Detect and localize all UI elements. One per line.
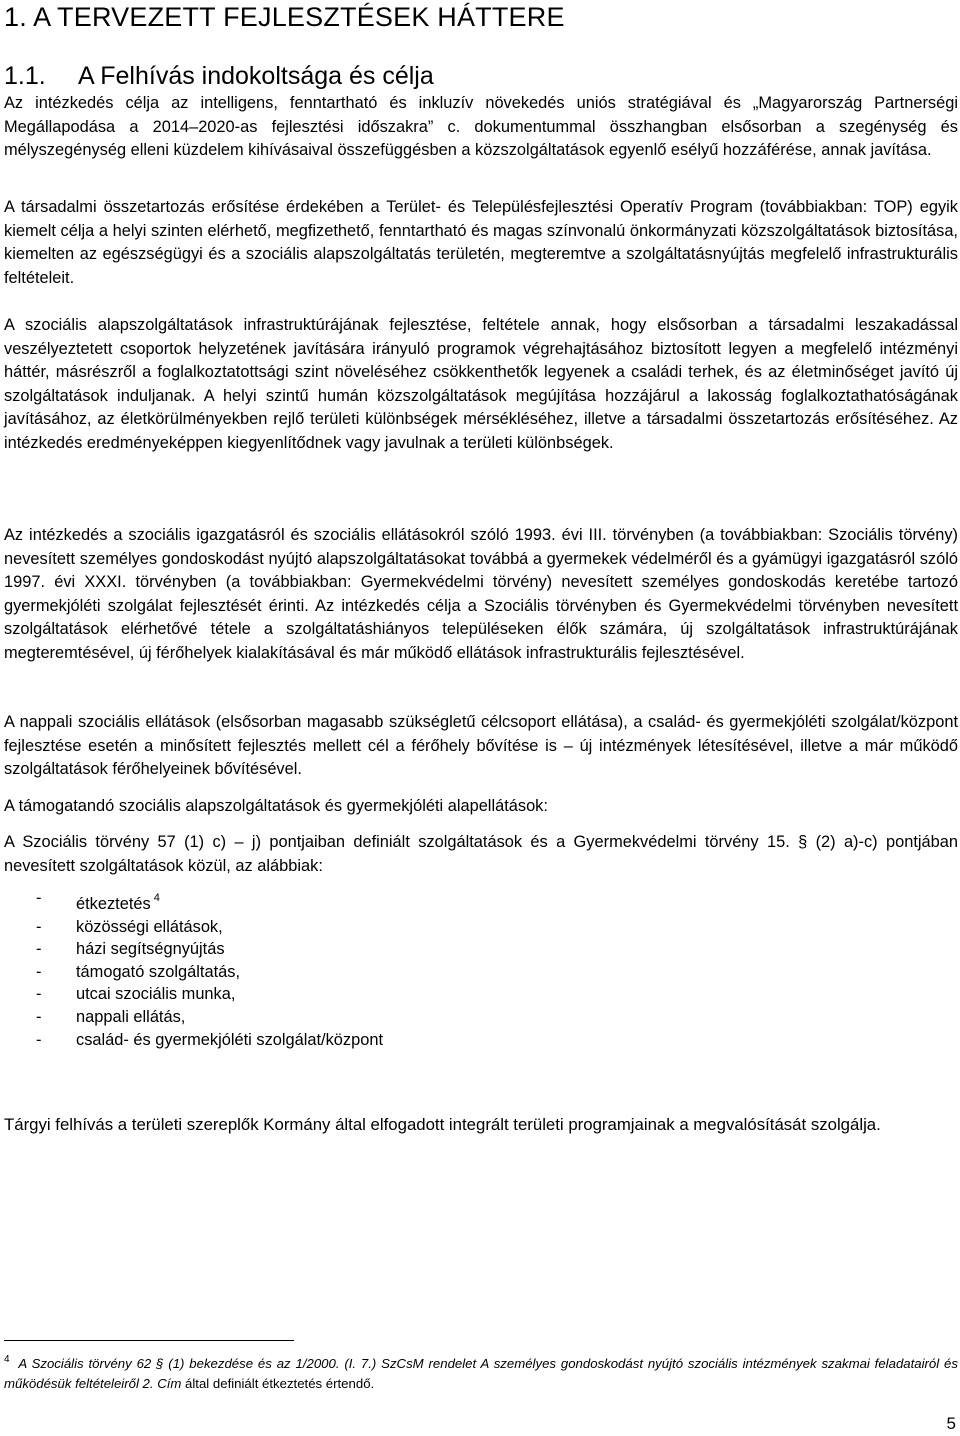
list-bullet: - [36,940,42,959]
section-title: A Felhívás indokoltsága és célja [78,62,434,90]
list-bullet: - [36,962,42,981]
paragraph-text: Az intézkedés célja az intelligens, fenntartható és inkluzív növekedés uniós stratégiával és „Magyarország Partnerségi Megállapodása a 2014–2020-as fejlesztési időszakra” c. dokumentummal összhangban elsősorban a szegénység és mélyszegénység elleni küzdelem kihívásaival összefüggésben a közszolgáltatások egyenlő esélyű hozzáférése, annak javítása. [4,94,958,160]
footnote-mark: 4 [4,1354,10,1365]
list-item [36,961,383,984]
paragraph-legal-basis [4,524,958,666]
list-item [36,887,383,916]
list-item-label: támogató szolgáltatás, [76,962,241,981]
chapter-heading: 1. A TERVEZETT FEJLESZTÉSEK HÁTTERE [4,2,565,32]
paragraph-text: A támogatandó szociális alapszolgáltatások és gyermekjóléti alapellátások: [4,797,548,815]
list-bullet: - [36,1007,42,1026]
list-item-label: család- és gyermekjóléti szolgálat/központ [76,1030,384,1049]
paragraph-text: Az intézkedés a szociális igazgatásról és szociális ellátásokról szóló 1993. évi III. törvényben (a továbbiakban: Szociális törvény) nevesített személyes gondoskodást nyújtó alapszolgáltatásokat továbbá a gyermekek védelméről és a gyámügyi igazgatásról szóló 1997. évi XXXI. törvényben (a továbbiakban: Gyermekvédelmi törvény) nevesített személyes gondoskodás keretébe tartozó gyermekjóléti szolgálat fejlesztését érinti. Az intézkedés célja a Szociális törvényben és Gyermekvédelmi törvényben nevesített szolgáltatások elérhetővé tétele a szolgáltatáshiányos településeken élők számára, új szolgáltatások infrastruktúrájának megteremtésével, új férőhelyek kialakításával és már működő ellátások infrastrukturális fejlesztésével. [4,526,958,662]
list-item [36,983,383,1006]
list-item [36,1006,383,1029]
list-item-label: nappali ellátás, [76,1007,186,1026]
page-number: 5 [946,1414,956,1433]
paragraph-intro [4,92,958,163]
paragraph-integrated-programs [4,1111,958,1139]
service-list [36,887,383,1051]
list-item [36,916,383,939]
paragraph-day-care [4,711,958,782]
paragraph-text: A társadalmi összetartozás erősítése érdekében a Terület- és Településfejlesztési Operatív Program (továbbiakban: TOP) egyik kiemelt célja a helyi szinten elérhető, megfizethető, fenntartható és magas színvonalú önkormányzati közszolgáltatások biztosítása, kiemelten az egészségügyi és a szociális alapszolgáltatás területén, megteremtve a szolgáltatásnyújtás megfelelő infrastrukturális feltételeit. [4,198,958,287]
footnote-citation: A Szociális törvény 62 § (1) bekezdése és az 1/2000. (I. 7.) SzCsM rendelet A személyes gondoskodást nyújtó szociális intézmények szakmai feladatairól és működésük feltételeiről 2. Cím [4,1356,958,1391]
paragraph-service-definitions [4,831,958,878]
paragraph-text: A Szociális törvény 57 (1) c) – j) pontjaiban definiált szolgáltatások és a Gyermekvédelmi törvény 15. § (2) a)-c) pontjában nevesített szolgáltatások közül, az alábbiak: [4,833,958,875]
list-item-label: utcai szociális munka, [76,985,236,1004]
paragraph-text: A szociális alapszolgáltatások infrastruktúrájának fejlesztése, feltétele annak, hogy elsősorban a társadalmi leszakadással veszélyeztetett csoportok helyzetének javítására irányuló programok végrehajtásához biztosított legyen a megfelelő intézményi háttér, másrészről a foglalkoztatottsági szint növeléséhez csökkenthetők legyenek a családi terhek, és az életminőséget javító új szolgáltatások induljanak. A helyi szintű humán közszolgáltatások megújítása hozzájárul a lakosság foglalkoztathatóságának javításához, az életkörülményekben rejlő területi különbségek mérsékléséhez, illetve a társadalmi összetartozás erősítéséhez. Az intézkedés eredményeképpen kiegyenlítődnek vagy javulnak a területi különbségek. [4,316,958,452]
list-bullet: - [36,985,42,1004]
paragraph-text: Tárgyi felhívás a területi szereplők Kormány által elfogadott integrált területi programjainak a megvalósítását szolgálja. [4,1115,881,1134]
list-bullet: - [36,1030,42,1049]
list-item-label: házi segítségnyújtás [76,940,225,959]
list-item-label: étkeztetés $^4$ [76,892,160,913]
paragraph-text: A nappali szociális ellátások (elsősorban magasabb szükségletű célcsoport ellátása), a család- és gyermekjóléti szolgálat/központ fejlesztése esetén a minősített fejlesztés mellett cél a férőhely bővítése is – új intézmények létesítésével, illetve a már működő szolgáltatások férőhelyeinek bővítésével. [4,713,958,779]
paragraph-top-program [4,196,958,290]
list-item [36,1029,383,1052]
footnote-text: által definiált étkeztetés értendő. [185,1376,375,1391]
footnote-divider [4,1340,294,1341]
list-item [36,938,383,961]
paragraph-supported-services [4,795,958,819]
list-bullet: - [36,917,42,936]
footnote [4,1350,958,1394]
section-heading [4,62,434,91]
paragraph-infrastructure [4,314,958,456]
footnote-reference: 4 [153,892,160,904]
list-bullet: - [36,889,42,907]
list-item-label: közösségi ellátások, [76,917,223,936]
section-number: 1.1. [4,62,46,90]
